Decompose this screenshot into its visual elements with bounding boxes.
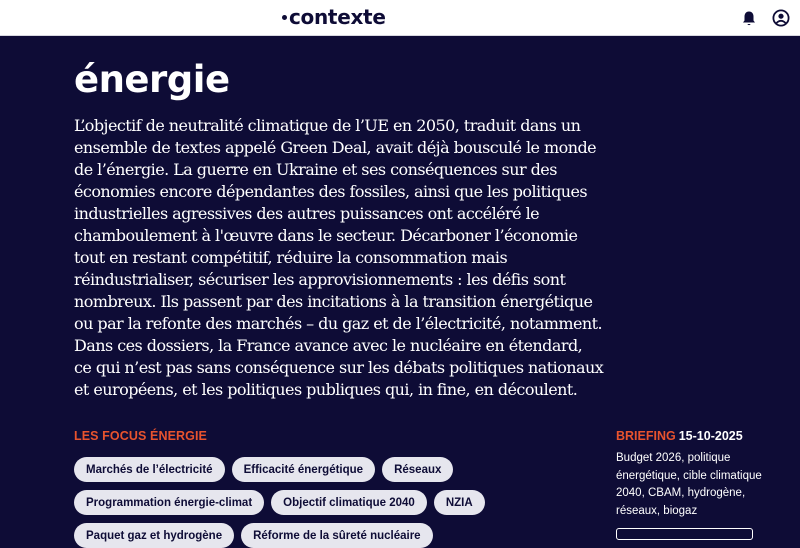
chip-reseaux[interactable]: Réseaux (382, 457, 453, 482)
briefing-summary: Budget 2026, politique énergétique, cible climatique 2040, CBAM, hydrogène, réseaux, biogaz (616, 452, 762, 517)
account-icon[interactable] (770, 7, 792, 29)
briefing-label: BRIEFING (616, 429, 676, 443)
chip-nzia[interactable]: NZIA (434, 490, 485, 515)
chip-programmation-energie-climat[interactable]: Programmation énergie-climat (74, 490, 264, 515)
bell-icon[interactable] (738, 7, 760, 29)
chip-efficacite-energetique[interactable]: Efficacité énergétique (232, 457, 376, 482)
briefing-button[interactable] (616, 528, 753, 540)
intro-paragraph: L’objectif de neutralité climatique de l’UE en 2050, traduit dans un ensemble de textes appelé Green Deal, avait déjà bousculé le monde de l’énergie. La guerre en Ukraine et ses conséquences sur des économies encore dépendantes des fossiles, ainsi que les politiques industrielles agressives des autres puissances ont accéléré le chamboulement à l'œuvre dans le secteur. Décarboner l’économie tout en restant compétitif, réduire la consommation mais réindustrialiser, sécuriser les approvisionnements : les défis sont nombreux. Ils passent par des incitations à la transition énergétique ou par la refonte des marchés – du gaz et de l’électricité, notamment. Dans ces dossiers, la France avance avec le nucléaire en étendard, ce qui n’est pas sans conséquence sur les débats politiques nationaux et européens, et les politiques publiques qui, in fine, en découlent. (74, 116, 604, 399)
logo-text: contexte (289, 5, 386, 29)
chip-paquet-gaz-hydrogene[interactable]: Paquet gaz et hydrogène (74, 523, 234, 548)
page-title: énergie (74, 58, 230, 101)
focus-chip-list (74, 457, 544, 548)
top-bar (0, 0, 800, 36)
logo-dot (282, 15, 287, 20)
chip-reforme-surete-nucleaire[interactable]: Réforme de la sûreté nucléaire (241, 523, 432, 548)
contexte-logo[interactable] (282, 5, 386, 29)
chip-marches-electricite[interactable]: Marchés de l’électricité (74, 457, 225, 482)
briefing-date: 15-10-2025 (678, 429, 743, 443)
chip-objectif-climatique-2040[interactable]: Objectif climatique 2040 (271, 490, 427, 515)
focus-heading: LES FOCUS ÉNERGIE (74, 429, 207, 443)
briefing-heading[interactable] (616, 429, 743, 443)
